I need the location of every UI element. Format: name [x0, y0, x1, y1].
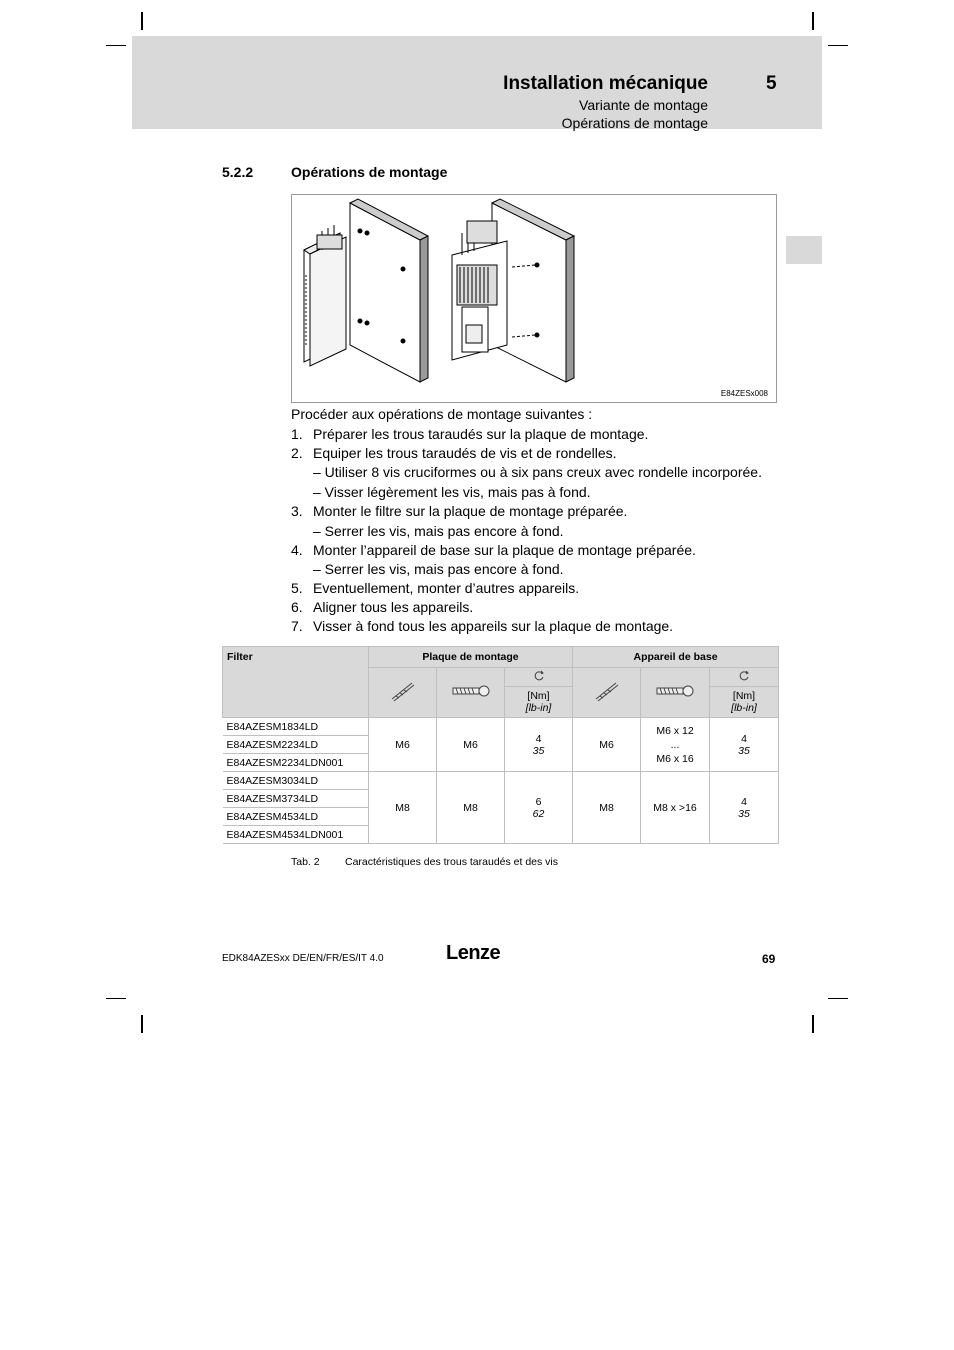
step-number: 6.: [291, 599, 303, 615]
step-number: 4.: [291, 542, 303, 558]
step-number: 7.: [291, 618, 303, 634]
filter-name: E84AZESM2234LD: [223, 736, 369, 754]
intro-text: Procéder aux opérations de montage suivantes :: [291, 406, 593, 422]
unit-lbin: [lb-in]: [525, 702, 552, 714]
step-subitem: – Serrer les vis, mais pas encore à fond.: [313, 561, 564, 577]
plate-thread: M6: [369, 718, 437, 772]
screw-icon: [641, 668, 710, 718]
crop-mark: [141, 12, 143, 30]
plate-screw: M6: [437, 718, 505, 772]
filter-name: E84AZESM2234LDN001: [223, 754, 369, 772]
filter-name: E84AZESM3734LD: [223, 790, 369, 808]
tap-icon: [369, 668, 437, 718]
crop-mark: [828, 45, 848, 46]
base-screw: M6 x 12 ... M6 x 16: [641, 718, 710, 772]
mounting-illustration: [292, 195, 776, 402]
screw-spec-table: [222, 646, 779, 844]
step-number: 2.: [291, 445, 303, 461]
step-text: Aligner tous les appareils.: [313, 599, 474, 615]
base-thread: M8: [573, 772, 641, 844]
mounting-figure: [291, 194, 777, 403]
page-number: 69: [762, 952, 776, 966]
torque-unit: [710, 687, 779, 718]
step-text: Monter l’appareil de base sur la plaque de montage préparée.: [313, 542, 696, 558]
table-caption-text: Caractéristiques des trous taraudés et des vis: [345, 856, 559, 868]
filter-name: E84AZESM3034LD: [223, 772, 369, 790]
chapter-number: 5: [766, 73, 777, 94]
step-text: Visser à fond tous les appareils sur la plaque de montage.: [313, 618, 674, 634]
crop-mark: [812, 12, 814, 30]
unit-nm: [Nm]: [527, 690, 550, 702]
header-band: [132, 36, 822, 129]
lenze-logo: Lenze: [446, 942, 501, 964]
plate-torque: 4 35: [505, 718, 573, 772]
torque-icon: [505, 668, 573, 687]
step-number: 1.: [291, 426, 303, 442]
column-header-plate: Plaque de montage: [369, 647, 573, 668]
base-torque: 4 35: [710, 718, 779, 772]
chapter-side-tab: [786, 236, 822, 264]
step-subitem: – Serrer les vis, mais pas encore à fond.: [313, 523, 564, 539]
step-number: 5.: [291, 580, 303, 596]
screw-icon: [437, 668, 505, 718]
section-title: Opérations de montage: [291, 164, 448, 180]
crop-mark: [106, 998, 126, 999]
step-text: Préparer les trous taraudés sur la plaque de montage.: [313, 426, 649, 442]
chapter-title: Installation mécanique: [503, 73, 708, 94]
crop-mark: [106, 45, 126, 46]
torque-unit: [505, 687, 573, 718]
crop-mark: [141, 1015, 143, 1033]
header-subtitle: Variante de montage: [579, 97, 708, 113]
tap-icon: [573, 668, 641, 718]
unit-lbin: [lb-in]: [731, 702, 757, 714]
plate-torque: 6 62: [505, 772, 573, 844]
base-screw: M8 x >16: [641, 772, 710, 844]
torque-icon: [710, 668, 779, 687]
filter-name: E84AZESM4534LD: [223, 808, 369, 826]
step-text: Eventuellement, monter d’autres appareils.: [313, 580, 580, 596]
base-thread: M6: [573, 718, 641, 772]
unit-nm: [Nm]: [732, 690, 756, 702]
crop-mark: [828, 998, 848, 999]
step-text: Equiper les trous taraudés de vis et de rondelles.: [313, 445, 617, 461]
plate-thread: M8: [369, 772, 437, 844]
table-caption-label: Tab. 2: [291, 856, 320, 868]
filter-name: E84AZESM4534LDN001: [223, 826, 369, 844]
header-subtitle: Opérations de montage: [561, 115, 708, 131]
step-number: 3.: [291, 503, 303, 519]
column-header-filter: Filter: [223, 647, 369, 718]
base-torque: 4 35: [710, 772, 779, 844]
crop-mark: [812, 1015, 814, 1033]
plate-screw: M8: [437, 772, 505, 844]
column-header-base: Appareil de base: [573, 647, 779, 668]
figure-code: E84ZESx008: [720, 389, 768, 398]
step-subitem: – Visser légèrement les vis, mais pas à fond.: [313, 484, 591, 500]
footer-doc-id: EDK84AZESxx DE/EN/FR/ES/IT 4.0: [222, 953, 384, 964]
filter-name: E84AZESM1834LD: [223, 718, 369, 736]
step-text: Monter le filtre sur la plaque de montage préparée.: [313, 503, 628, 519]
section-number: 5.2.2: [222, 164, 254, 180]
step-subitem: – Utiliser 8 vis cruciformes ou à six pans creux avec rondelle incorporée.: [313, 464, 762, 480]
